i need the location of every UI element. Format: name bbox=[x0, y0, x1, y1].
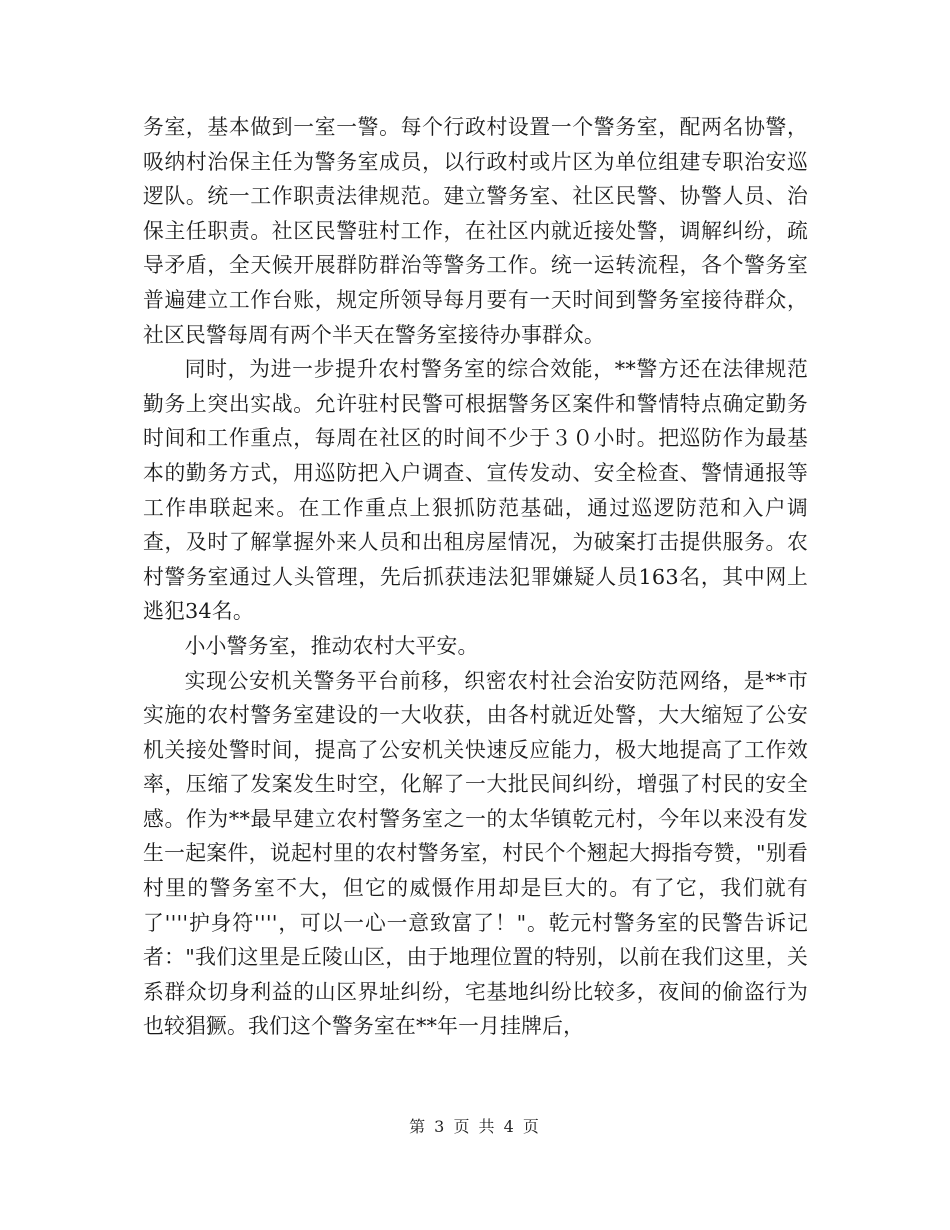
paragraph-2: 同时，为进一步提升农村警务室的综合效能，**警方还在法律规范勤务上突出实战。允许驻村民警可根据警务区案件和警情特点确定勤务时间和工作重点，每周在社区的时间不少于３０小时。把巡防作为最基本的勤务方式，用巡防把入户调查、宣传发动、安全检查、警情通报等工作串联起来。在工作重点上狠抓防范基础，通过巡逻防范和入户调查，及时了解掌握外来人员和出租房屋情况，为破案打击提供服务。农村警务室通过人头管理，先后抓获违法犯罪嫌疑人员163名，其中网上逃犯34名。 bbox=[143, 357, 808, 624]
page-number-footer: 第 3 页 共 4 页 bbox=[409, 1117, 541, 1136]
document-body bbox=[143, 110, 808, 1044]
paragraph-3-heading: 小小警务室，推动农村大平安。 bbox=[184, 633, 479, 658]
paragraph-1: 务室，基本做到一室一警。每个行政村设置一个警务室，配两名协警，吸纳村治保主任为警务室成员，以行政村或片区为单位组建专职治安巡逻队。统一工作职责法律规范。建立警务室、社区民警、协警人员、治保主任职责。社区民警驻村工作，在社区内就近接处警，调解纠纷，疏导矛盾，全天候开展群防群治等警务工作。统一运转流程，各个警务室普遍建立工作台账，规定所领导每月要有一天时间到警务室接待群众，社区民警每周有两个半天在警务室接待办事群众。 bbox=[143, 115, 808, 347]
paragraph-4: 实现公安机关警务平台前移，织密农村社会治安防范网络，是**市实施的农村警务室建设的一大收获，由各村就近处警，大大缩短了公安机关接处警时间，提高了公安机关快速反应能力，极大地提高了工作效率，压缩了发案发生时空，化解了一大批民间纠纷，增强了村民的安全感。作为**最早建立农村警务室之一的太华镇乾元村，今年以来没有发生一起案件，说起村里的农村警务室，村民个个翘起大拇指夸赞，"别看村里的警务室不大，但它的威慑作用却是巨大的。有了它，我们就有了''''护身符''''，可以一心一意致富了！"。乾元村警务室的民警告诉记者："我们这里是丘陵山区，由于地理位置的特别，以前在我们这里，关系群众切身利益的山区界址纠纷，宅基地纠纷比较多，夜间的偷盗行为也较猖獗。我们这个警务室在**年一月挂牌后， bbox=[143, 668, 808, 1039]
